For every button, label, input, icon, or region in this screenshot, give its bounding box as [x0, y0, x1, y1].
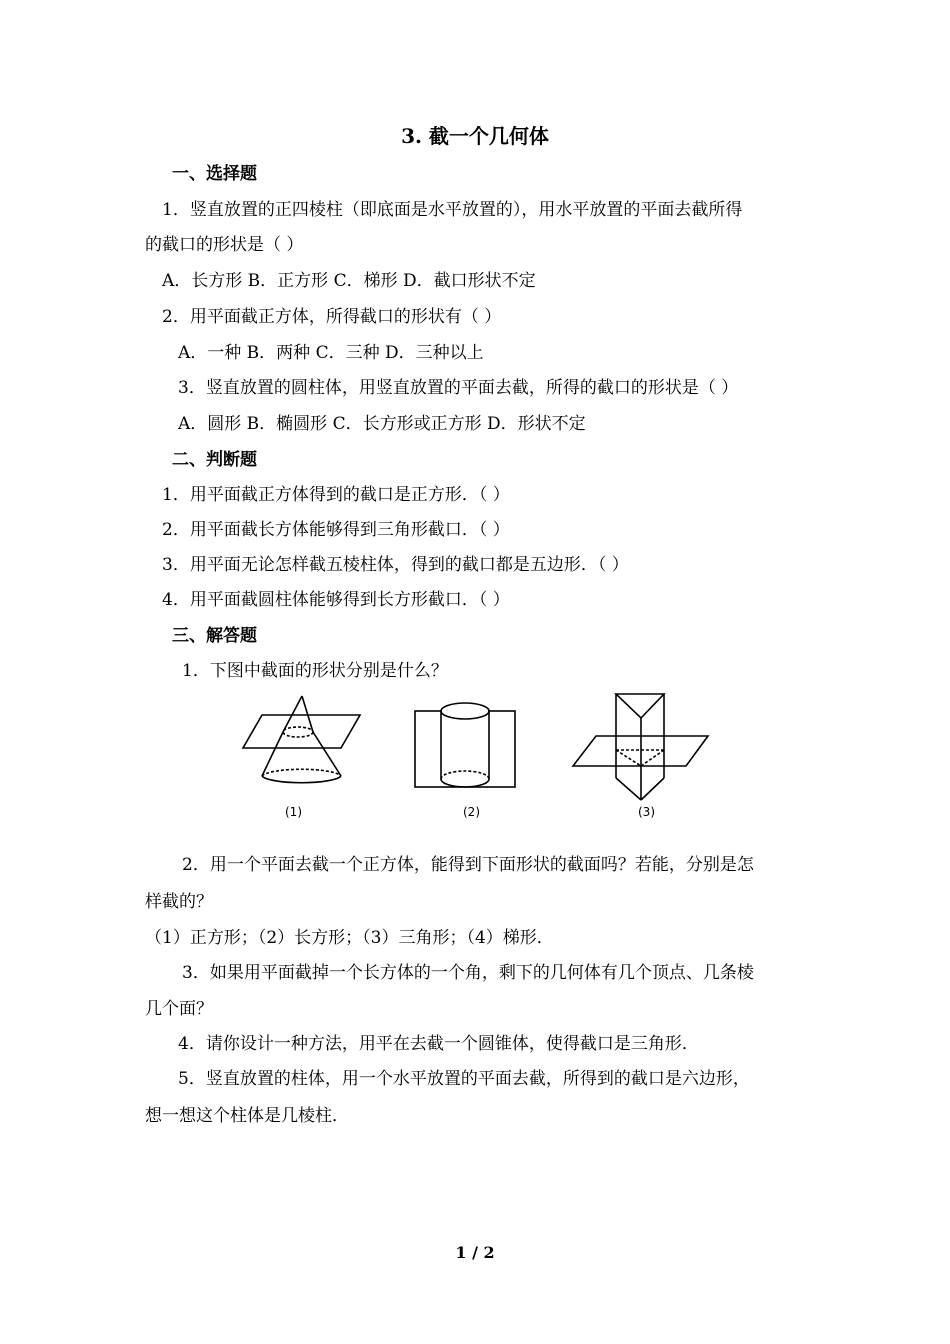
section-heading-answer: 三、解答题 — [172, 626, 257, 646]
question-text: 1．下图中截面的形状分别是什么？ — [182, 661, 448, 681]
cone-section-figure — [236, 690, 366, 800]
question-text: 3．如果用平面截掉一个长方体的一个角，剩下的几何体有几个顶点、几条棱 — [182, 963, 754, 983]
question-text: 2．用一个平面去截一个正方体，能得到下面形状的截面吗？若能，分别是怎 — [182, 855, 754, 875]
figure-label: (1) — [285, 805, 302, 819]
list-item: 2．用平面截长方体能够得到三角形截口．（ ） — [162, 520, 510, 540]
question-text: 想一想这个柱体是几棱柱． — [145, 1106, 349, 1126]
section-heading-choice: 一、选择题 — [172, 164, 257, 184]
question-text: 1．竖直放置的正四棱柱（即底面是水平放置的），用水平放置的平面去截所得 — [162, 200, 743, 220]
question-text: 的截口的形状是（ ） — [145, 235, 304, 255]
page-title: 3. 截一个几何体 — [401, 124, 549, 148]
list-item: 3．用平面无论怎样截五棱柱体，得到的截口都是五边形．（ ） — [162, 555, 629, 575]
question-text: （1）正方形；（2）长方形；（3）三角形；（4）梯形． — [145, 928, 554, 948]
question-options: A．长方形 B．正方形 C．梯形 D．截口形状不定 — [162, 271, 536, 291]
list-item: 1．用平面截正方体得到的截口是正方形．（ ） — [162, 485, 510, 505]
list-item: 4．用平面截圆柱体能够得到长方形截口．（ ） — [162, 590, 510, 610]
question-text: 样截的？ — [145, 892, 213, 912]
cylinder-section-figure — [410, 695, 520, 795]
question-text: 4．请你设计一种方法，用平在去截一个圆锥体，使得截口是三角形． — [178, 1034, 699, 1054]
question-text: 5．竖直放置的柱体，用一个水平放置的平面去截，所得到的截口是六边形， — [178, 1069, 750, 1089]
question-text: 3．竖直放置的圆柱体，用竖直放置的平面去截，所得的截口的形状是（ ） — [178, 378, 739, 398]
figure-label: (3) — [638, 805, 655, 819]
section-heading-judge: 二、判断题 — [172, 450, 257, 470]
page-number: 1 / 2 — [455, 1243, 495, 1262]
question-text: 2．用平面截正方体，所得截口的形状有（ ） — [162, 307, 502, 327]
question-options: A．一种 B．两种 C．三种 D．三种以上 — [178, 343, 484, 363]
question-options: A．圆形 B．椭圆形 C．长方形或正方形 D．形状不定 — [178, 414, 586, 434]
prism-section-figure — [568, 688, 713, 803]
question-text: 几个面？ — [145, 999, 213, 1019]
figure-label: (2) — [463, 805, 480, 819]
